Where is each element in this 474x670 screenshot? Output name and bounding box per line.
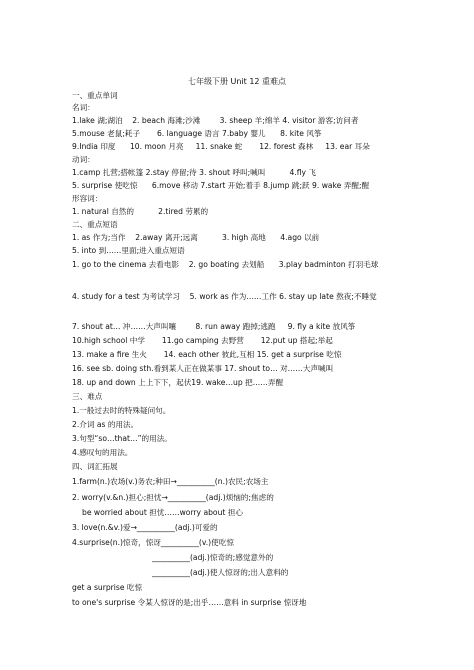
difficulty-item-1: 1.一般过去时的特殊疑问句。 (72, 406, 171, 415)
difficulty-item-3: 3.句型“so…that…”的用法。 (72, 434, 172, 443)
section-heading-key-words: 一、重点单词 (72, 91, 118, 100)
vocab-phrase-get-a-surprise: get a surprise 吃惊 (72, 583, 143, 592)
phrase-line-4: 10.high school 中学 11.go camping 去野营 12.put up 搭起;举起 (72, 336, 333, 345)
section-heading-difficulties: 三、难点 (72, 392, 103, 401)
vocab-item-worry: 2. worry(v.&n.)担心;担忧→__________(adj.)烦恼的;焦虑的 (72, 493, 274, 502)
subheading-adjectives: 形容词： (72, 194, 103, 203)
phrase-line-into: 5. into 到……里面;进入重点短语 (72, 246, 185, 255)
verb-line-2: 5. surprise 使吃惊 6.move 移动 7.start 开始;着手 8.jump 跳;跃 9. wake 弄醒;醒 (72, 181, 370, 190)
phrase-line-3: 7. shout at… 冲……大声叫嚷 8. run away 跑掉;逃跑 9. fly a kite 放风筝 (72, 322, 356, 331)
vocab-item-surprising: __________(adj.)使人惊讶的;出人意料的 (152, 568, 289, 577)
subheading-verbs: 动词： (72, 155, 95, 164)
noun-line-2: 5.mouse 老鼠;耗子 6. language 语言 7.baby 婴儿 8. kite 风筝 (72, 129, 322, 138)
phrase-line-1: 1. go to the cinema 去看电影 2. go boating 去划船 3.play badminton 打羽毛球 (72, 260, 379, 269)
section-heading-key-phrases: 二、重点短语 (72, 220, 118, 229)
phrase-line-5: 13. make a fire 生火 14. each other 彼此,互相 15. get a surprise 吃惊 (72, 350, 342, 359)
phrase-line-2: 4. study for a test 为考试学习 5. work as 作为……工作 6. stay up late 熬夜;不睡觉 (72, 292, 377, 301)
vocab-item-farm: 1.farm(n.)农场(v.)务农;种田→__________(n.)农民;农场主 (72, 477, 269, 486)
vocab-item-surprised: __________(adj.)惊奇的;感觉意外的 (152, 553, 274, 562)
difficulty-item-2: 2.介词 as 的用法。 (72, 420, 139, 429)
phrase-line-prepositions: 1. as 作为;当作 2.away 离开;远离 3. high 高地 4.ago 以前 (72, 233, 320, 242)
section-heading-vocabulary-extension: 四、词汇拓展 (72, 462, 118, 471)
document-title: 七年级下册 Unit 12 重难点 (187, 77, 287, 86)
vocab-phrase-to-ones-surprise: to one's surprise 令某人惊讶的是;出乎……意料 in surprise 惊讶地 (72, 598, 307, 607)
vocab-item-love: 3. love(n.&v.)爱→__________(adj.)可爱的 (72, 523, 218, 532)
subheading-nouns: 名词： (72, 103, 95, 112)
vocab-note-worried: be worried about 担忧……worry about 担心 (82, 508, 243, 517)
difficulty-item-4: 4.感叹句的用法。 (72, 448, 133, 457)
adjective-line: 1. natural 自然的 2.tired 劳累的 (72, 207, 209, 216)
phrase-line-6: 16. see sb. doing sth.看到某人正在做某事 17. shout to… 对……大声喊叫 (72, 364, 334, 373)
noun-line-3: 9.India 印度 10. moon 月亮 11. snake 蛇 12. forest 森林 13. ear 耳朵 (72, 142, 370, 151)
phrase-line-7: 18. up and down 上上下下，起伏19. wake…up 把……弄醒 (72, 378, 284, 387)
verb-line-1: 1.camp 扎营;搭帐篷 2.stay 停留;待 3. shout 呼叫;喊叫 4.fly 飞 (72, 168, 317, 177)
noun-line-1: 1.lake 湖;湖泊 2. beach 海滩;沙滩 3. sheep 羊;绵羊 4. visitor 游客;访问者 (72, 116, 359, 125)
vocab-item-surprise: 4.surprise(n.)惊奇，惊讶__________(v.)使吃惊 (72, 538, 234, 547)
